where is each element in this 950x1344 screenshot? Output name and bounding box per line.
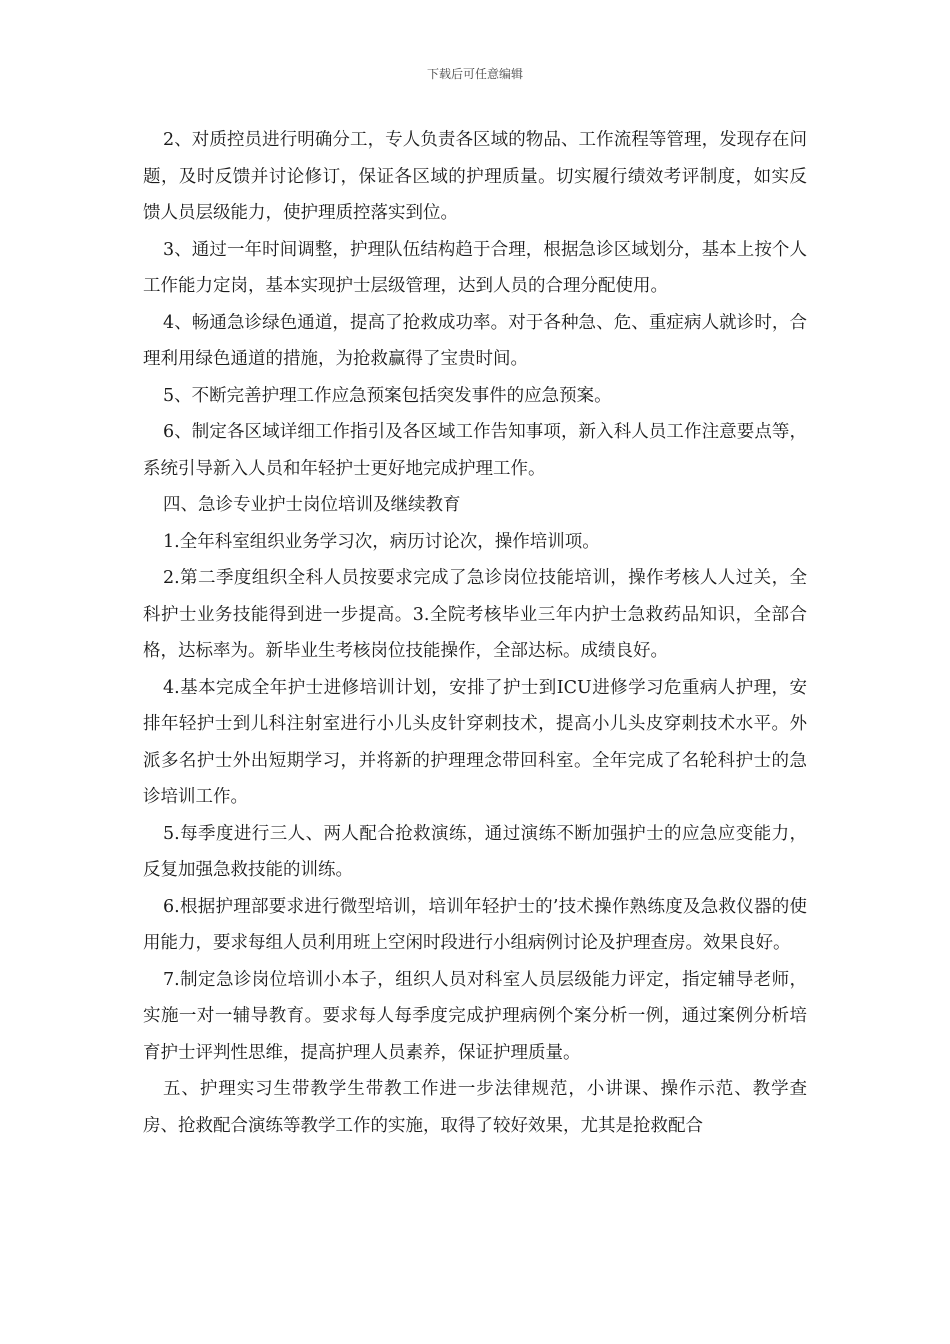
section-paragraph-5: 五、护理实习生带教学生带教工作进一步法律规范，小讲课、操作示范、教学查房、抢救配合演练等教学工作的实施，取得了较好效果，尤其是抢救配合 (143, 1079, 807, 1136)
page-header: 下载后可任意编辑 (426, 67, 523, 81)
paragraph-item-4: 4、畅通急诊绿色通道，提高了抢救成功率。对于各种急、危、重症病人就诊时，合理利用绿色通道的措施，为抢救赢得了宝贵时间。 (143, 312, 807, 369)
section-heading-4: 四、急诊专业护士岗位培训及继续教育 (163, 495, 461, 515)
paragraph-item-5: 5、不断完善护理工作应急预案包括突发事件的应急预案。 (163, 385, 612, 406)
paragraph-item-6: 6、制定各区域详细工作指引及各区域工作告知事项，新入科人员工作注意要点等，系统引导新入人员和年轻护士更好地完成护理工作。 (143, 422, 807, 479)
training-item-6: 6.根据护理部要求进行微型培训，培训年轻护士的’技术操作熟练度及急救仪器的使用能力，要求每组人员利用班上空闲时段进行小组病例讨论及护理查房。效果良好。 (143, 896, 807, 953)
training-item-4: 4.基本完成全年护士进修培训计划，安排了护士到ICU进修学习危重病人护理，安排年轻护士到儿科注射室进行小儿头皮针穿刺技术，提高小儿头皮穿刺技术水平。外派多名护士外出短期学习，并将新的护理理念带回科室。全年完成了名轮科护士的急诊培训工作。 (143, 677, 807, 807)
paragraph-item-3: 3、通过一年时间调整，护理队伍结构趋于合理，根据急诊区域划分，基本上按个人工作能力定岗，基本实现护士层级管理，达到人员的合理分配使用。 (143, 239, 807, 296)
document-body (143, 122, 807, 1144)
training-item-7: 7.制定急诊岗位培训小本子，组织人员对科室人员层级能力评定，指定辅导老师，实施一对一辅导教育。要求每人每季度完成护理病例个案分析一例，通过案例分析培育护士评判性思维，提高护理人员素养，保证护理质量。 (143, 969, 807, 1063)
training-item-2: 2.第二季度组织全科人员按要求完成了急诊岗位技能培训，操作考核人人过关，全科护士业务技能得到进一步提高。3.全院考核毕业三年内护士急救药品知识，全部合格，达标率为。新毕业生考核岗位技能操作，全部达标。成绩良好。 (143, 568, 807, 661)
paragraph-item-2: 2、对质控员进行明确分工，专人负责各区域的物品、工作流程等管理，发现存在问题，及时反馈并讨论修订，保证各区域的护理质量。切实履行绩效考评制度，如实反馈人员层级能力，使护理质控落实到位。 (143, 130, 807, 223)
training-item-5: 5.每季度进行三人、两人配合抢救演练，通过演练不断加强护士的应急应变能力，反复加强急救技能的训练。 (143, 823, 807, 880)
training-item-1: 1.全年科室组织业务学习次，病历讨论次，操作培训项。 (163, 531, 600, 552)
